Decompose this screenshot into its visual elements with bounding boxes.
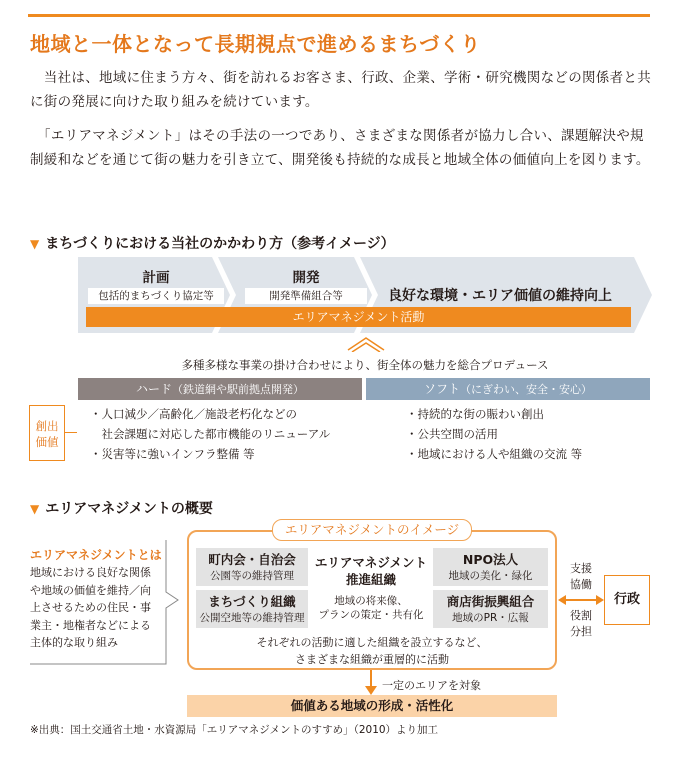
activity-note: それぞれの活動に適した組織を設立するなど、 さまざまな組織が重層的に活動 [256, 636, 488, 666]
definition-title: エリアマネジメントとは [30, 548, 162, 562]
section2-heading: ▼ エリアマネジメントの概要 [30, 501, 213, 517]
source-note: ※出典：国土交通省土地・水資源局「エリアマネジメントのすすめ」（2010）より加工 [30, 724, 439, 736]
support-top: 支援 協働 [570, 562, 592, 591]
result-bar: 価値ある地域の形成・活性化 [187, 695, 557, 717]
title-rule [28, 14, 650, 17]
org-machizukuri: まちづくり組織 公開空地等の維持管理 [196, 590, 308, 628]
stage-develop-title: 開発 [292, 270, 320, 286]
page-title: 地域と一体となって長期視点で進めるまちづくり [30, 32, 481, 56]
triangle-down-icon: ▼ [30, 237, 40, 251]
center-org: エリアマネジメント 推進組織 地域の将来像、 プランの策定・共有化 [314, 555, 428, 621]
list-item: ・持続的な街の賑わい創出 [406, 407, 544, 421]
arrow-down-icon [364, 670, 378, 696]
intro-paragraph-2: 「エリアマネジメント」はその手法の一つであり、さまざまな関係者が協力し合い、課題解決や規制緩和などを通じて街の魅力を引き立て、開発後も持続的な成長と地域全体の価値向上を図ります。 [30, 128, 650, 168]
definition-bracket [28, 540, 188, 666]
hard-header: ハード（鉄道網や駅前拠点開発） [78, 378, 362, 400]
intro-paragraph-1: 当社は、地域に住まう方々、街を訪れるお客さま、行政、企業、学術・研究機関などの関係者と共に街の発展に向けた取り組みを続けています。 [30, 70, 651, 110]
list-item: ・人口減少／高齢化／施設老朽化などの [90, 407, 297, 421]
org-npo: NPO法人 地域の美化・緑化 [433, 548, 548, 586]
org-chonaikai: 町内会・自治会 公園等の維持管理 [196, 548, 308, 586]
double-arrow-icon [558, 594, 604, 606]
stage-plan-title: 計画 [142, 270, 170, 286]
connector-line [65, 432, 77, 433]
image-label: エリアマネジメントのイメージ [272, 519, 472, 541]
list-item: 社会課題に対応した都市機能のリニューアル [101, 427, 331, 441]
goal-text: 良好な環境・エリア価値の維持向上 [388, 288, 612, 304]
list-item: ・地域における人や組織の交流 等 [406, 447, 583, 461]
support-bottom: 役割 分担 [570, 609, 592, 638]
soft-list [406, 404, 582, 464]
hard-list [90, 404, 330, 464]
value-creation-box: 創出 価値 [29, 405, 65, 461]
produce-text: 多種多様な事業の掛け合わせにより、街全体の魅力を総合プロデュース [181, 358, 549, 372]
soft-header: ソフト（にぎわい、安全・安心） [366, 378, 650, 400]
stage-plan-sub: 包括的まちづくり協定等 [88, 288, 224, 304]
arrow-note: 一定のエリアを対象 [382, 679, 481, 692]
chevron-up-icon [346, 336, 386, 352]
section1-heading: ▼ まちづくりにおける当社のかかわり方（参考イメージ） [30, 236, 395, 252]
stage-develop-sub: 開発準備組合等 [245, 288, 367, 304]
org-shotengai: 商店街振興組合 地域のPR・広報 [433, 590, 548, 628]
definition-text: 地域における良好な関係 や地域の価値を維持／向 上させるための住民・事 業主・地権者などによる 主体的な取り組み [30, 566, 151, 649]
list-item: ・災害等に強いインフラ整備 等 [90, 447, 255, 461]
gyosei-box: 行政 [604, 575, 650, 625]
list-item: ・公共空間の活用 [406, 427, 498, 441]
area-management-bar: エリアマネジメント活動 [86, 307, 631, 327]
triangle-down-icon: ▼ [30, 502, 40, 516]
